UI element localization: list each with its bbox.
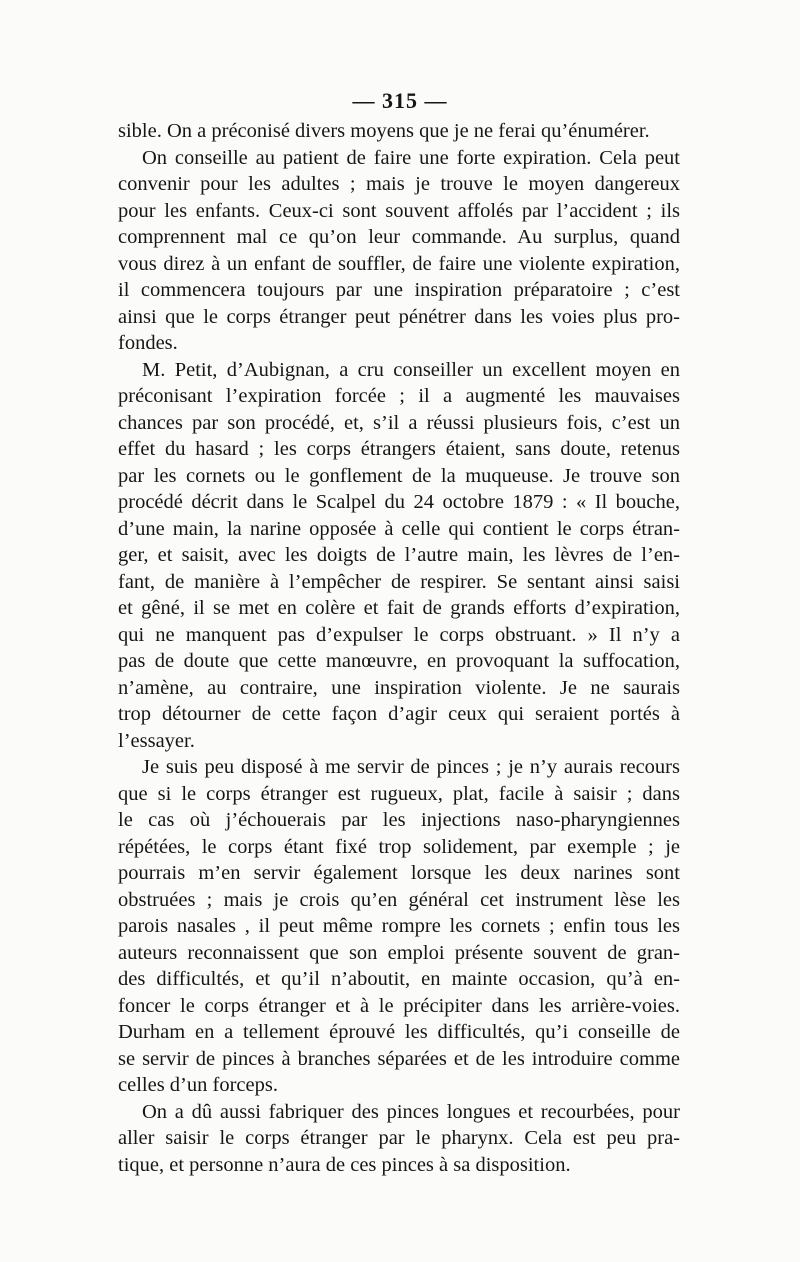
text-line: comprennent mal ce qu’on leur commande. Au surplus, quand [118,226,680,248]
text-line: Durham en a tellement éprouvé les difficultés, qu’i conseille de [118,1021,680,1043]
text-line: préconisant l’expiration forcée ; il a augmenté les mauvaises [118,385,680,407]
text-line: l’essayer. [118,729,195,752]
text-line: ger, et saisit, avec les doigts de l’autre main, les lèvres de l’en- [118,544,680,566]
text-line: convenir pour les adultes ; mais je trouve le moyen dangereux [118,173,680,195]
text-line: auteurs reconnaissent que son emploi présente souvent de gran- [118,941,680,964]
text-line: sible. On a préconisé divers moyens que je ne ferai qu’énumérer. [118,120,650,142]
text-line: trop détourner de cette façon d’agir ceux qui seraient portés à [118,703,680,725]
text-line: le cas où j’échouerais par les injections naso-pharyngiennes [118,809,680,831]
text-line: d’une main, la narine opposée à celle qui contient le corps étran- [118,517,680,540]
text-line: répétées, le corps étant fixé trop solidement, par exemple ; je [118,835,680,858]
page-number: — 315 — [352,88,448,113]
text-line: par les cornets ou le gonflement de la muqueuse. Je trouve son [118,464,680,487]
text-line: et gêné, il se met en colère et fait de grands efforts d’expiration, [118,597,680,619]
text-line: procédé décrit dans le Scalpel du 24 octobre 1879 : « Il bouche, [118,491,680,513]
text-line: Je suis peu disposé à me servir de pinces ; je n’y aurais recours [142,756,680,778]
paragraph [118,145,680,357]
text-line: obstruées ; mais je crois qu’en général cet instrument lèse les [118,888,680,911]
text-line: On a dû aussi fabriquer des pinces longues et recourbées, pour [142,1100,680,1123]
paragraph [118,357,680,755]
text-line: fant, de manière à l’empêcher de respirer. Se sentant ainsi saisi [118,570,680,593]
text-line: On conseille au patient de faire une forte expiration. Cela peut [142,146,680,169]
text-line: pourrais m’en servir également lorsque les deux narines sont [118,862,680,884]
body-text [118,118,680,1178]
text-line: que si le corps étranger est rugueux, plat, facile à saisir ; dans [118,782,680,805]
text-line: tique, et personne n’aura de ces pinces à sa disposition. [118,1153,571,1176]
text-line: pas de doute que cette manœuvre, en provoquant la suffocation, [118,650,680,672]
text-line: il commencera toujours par une inspiration préparatoire ; c’est [118,279,680,301]
text-line: qui ne manquent pas d’expulser le corps obstruant. » Il n’y a [118,623,680,646]
text-line: ainsi que le corps étranger peut pénétrer dans les voies plus pro- [118,305,680,328]
text-line: aller saisir le corps étranger par le pharynx. Cela est peu pra- [118,1127,680,1149]
text-line: n’amène, au contraire, une inspiration violente. Je ne saurais [118,676,680,699]
text-line: des difficultés, et qu’il n’aboutit, en mainte occasion, qu’à en- [118,968,680,990]
paragraph [118,754,680,1099]
paragraph [118,118,680,145]
text-line: M. Petit, d’Aubignan, a cru conseiller un excellent moyen en [142,358,680,381]
text-line: se servir de pinces à branches séparées et de les introduire comme [118,1047,680,1070]
text-line: chances par son procédé, et, s’il a réussi plusieurs fois, c’est un [118,411,680,434]
paragraph [118,1099,680,1179]
text-line: parois nasales , il peut même rompre les cornets ; enfin tous les [118,915,680,937]
text-line: celles d’un forceps. [118,1074,278,1096]
text-line: vous direz à un enfant de souffler, de faire une violente expiration, [118,252,680,275]
text-line: foncer le corps étranger et à le précipiter dans les arrière-voies. [118,994,680,1017]
text-line: pour les enfants. Ceux-ci sont souvent affolés par l’accident ; ils [118,199,680,222]
text-line: effet du hasard ; les corps étrangers étaient, sans doute, retenus [118,438,680,460]
text-line: fondes. [118,332,178,354]
